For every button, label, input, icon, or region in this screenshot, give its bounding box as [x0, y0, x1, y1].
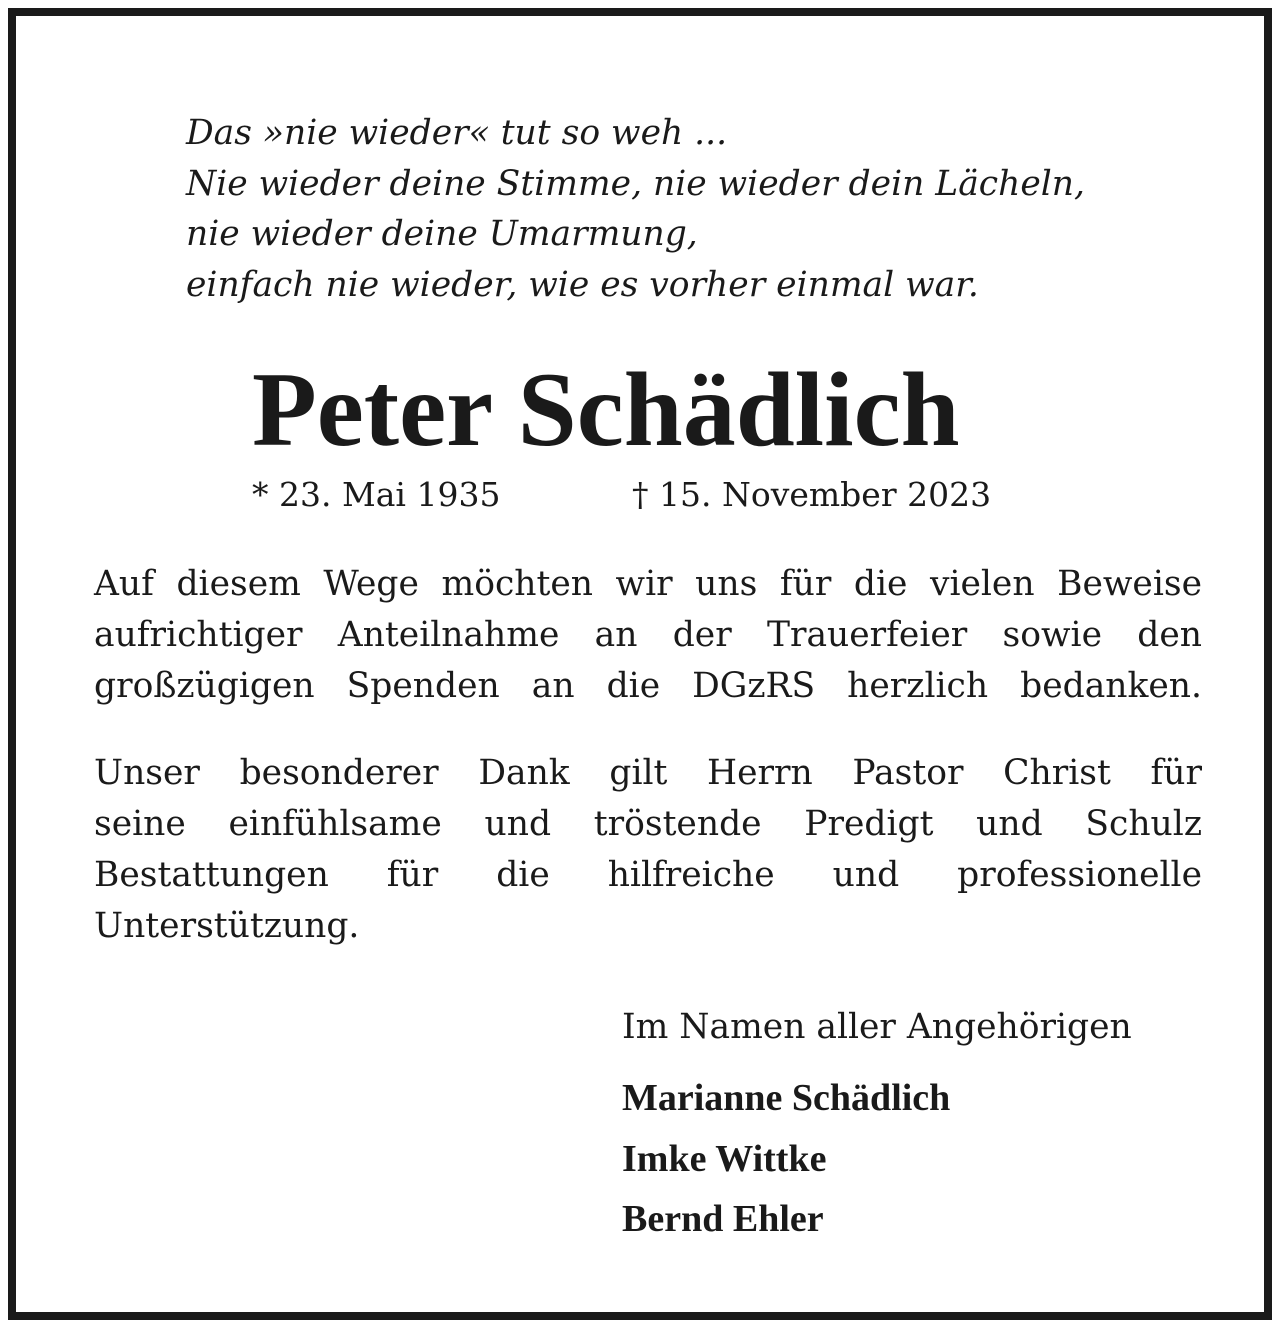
special-thanks-paragraph — [94, 748, 1202, 952]
poem-line: Nie wieder deine Stimme, nie wieder dein Lächeln, — [186, 163, 1085, 204]
paragraph-line: Bestattungen für die hilfreiche und professionelle — [94, 855, 1202, 895]
deceased-name: Peter Schädlich — [252, 351, 960, 468]
signer-name: Marianne Schädlich — [622, 1077, 951, 1119]
obituary-notice — [8, 8, 1272, 1320]
paragraph-line: Unterstützung. — [94, 906, 360, 946]
signer-name: Bernd Ehler — [622, 1198, 824, 1240]
paragraph-line: großzügigen Spenden an die DGzRS herzlich bedanken. — [94, 666, 1202, 706]
birth-date: * 23. Mai 1935 — [252, 475, 501, 514]
signoff-intro: Im Namen aller Angehörigen — [622, 1007, 1132, 1047]
paragraph-line: Unser besonderer Dank gilt Herrn Pastor Christ für — [94, 753, 1202, 793]
paragraph-line: Auf diesem Wege möchten wir uns für die vielen Beweise — [94, 564, 1202, 604]
thanks-paragraph — [94, 559, 1202, 712]
signer-name: Imke Wittke — [622, 1138, 827, 1180]
poem-line: einfach nie wieder, wie es vorher einmal war. — [186, 264, 979, 305]
paragraph-line: seine einfühlsame und tröstende Predigt und Schulz — [94, 804, 1202, 844]
death-date: † 15. November 2023 — [632, 475, 992, 514]
poem-line: nie wieder deine Umarmung, — [186, 214, 698, 254]
paragraph-line: aufrichtiger Anteilnahme an der Trauerfeier sowie den — [94, 615, 1202, 655]
memorial-poem — [186, 108, 1226, 310]
poem-line: Das »nie wieder« tut so weh ... — [186, 113, 728, 153]
